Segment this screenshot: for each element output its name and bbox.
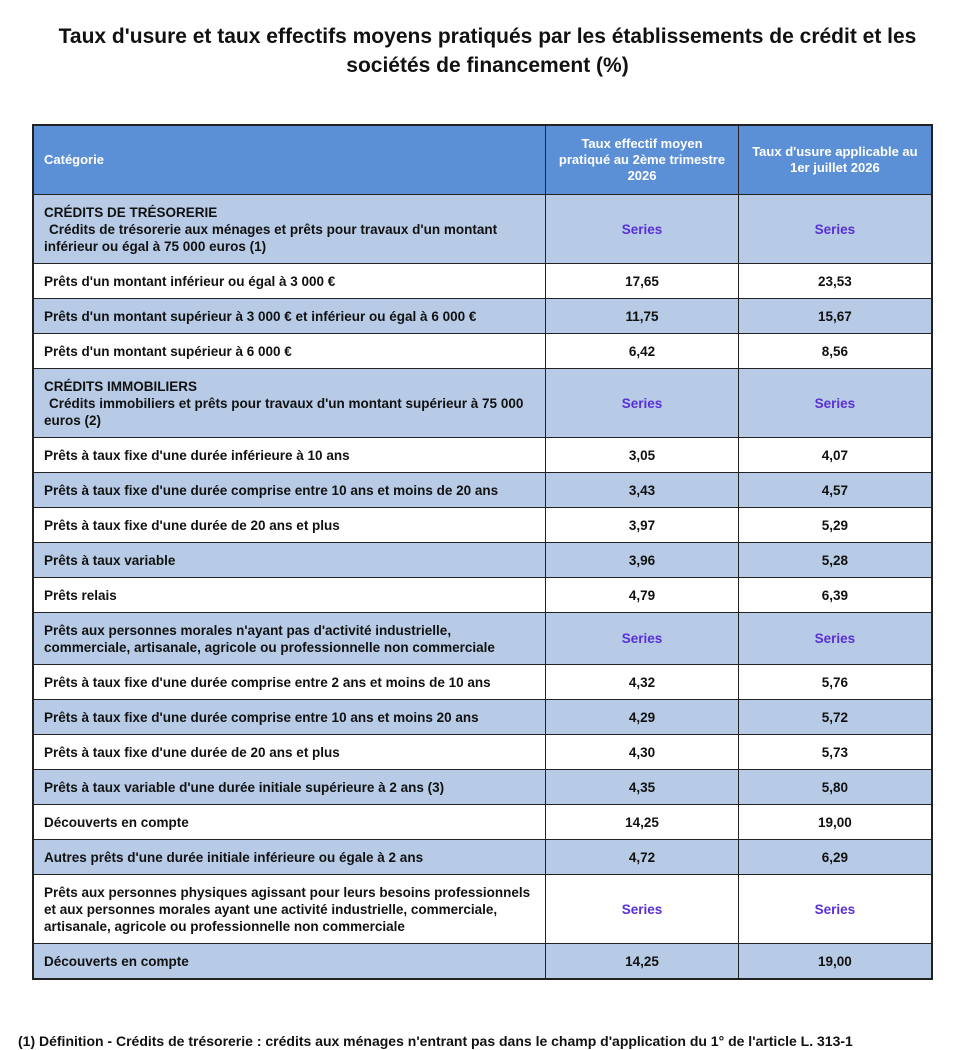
row-label: Prêts aux personnes morales n'ayant pas d'activité industrielle, commerciale, artisanale, agricole ou professionnelle non commerciale — [33, 613, 546, 665]
effective-rate-cell: 17,65 — [546, 264, 739, 299]
usury-rate-cell: 6,29 — [738, 840, 932, 875]
header-usury-rate: Taux d'usure applicable au 1er juillet 2026 — [738, 125, 932, 195]
row-label: Prêts d'un montant inférieur ou égal à 3 000 € — [33, 264, 546, 299]
usury-rate-cell: 5,29 — [738, 508, 932, 543]
usury-rate-cell: Series — [738, 613, 932, 665]
usury-rate-cell: 4,07 — [738, 438, 932, 473]
table-row — [33, 875, 932, 944]
table-row — [33, 334, 932, 369]
effective-rate-cell: Series — [546, 369, 739, 438]
table-row — [33, 264, 932, 299]
table-row — [33, 369, 932, 438]
row-label: Prêts à taux fixe d'une durée comprise entre 10 ans et moins 20 ans — [33, 700, 546, 735]
usury-rate-cell: 5,72 — [738, 700, 932, 735]
effective-rate-cell: Series — [546, 195, 739, 264]
row-label: Prêts à taux fixe d'une durée inférieure à 10 ans — [33, 438, 546, 473]
header-effective-rate: Taux effectif moyen pratiqué au 2ème trimestre 2026 — [546, 125, 739, 195]
table-row — [33, 438, 932, 473]
usury-rate-cell: 19,00 — [738, 944, 932, 980]
row-label: Découverts en compte — [33, 944, 546, 980]
row-label: Prêts à taux fixe d'une durée comprise entre 10 ans et moins de 20 ans — [33, 473, 546, 508]
effective-rate-cell: 11,75 — [546, 299, 739, 334]
usury-rate-cell: Series — [738, 875, 932, 944]
row-label: Autres prêts d'une durée initiale inférieure ou égale à 2 ans — [33, 840, 546, 875]
effective-rate-cell: 4,35 — [546, 770, 739, 805]
table-row — [33, 473, 932, 508]
section-title: CRÉDITS DE TRÉSORERIE — [44, 204, 218, 220]
table-row — [33, 840, 932, 875]
row-label: Prêts à taux fixe d'une durée de 20 ans et plus — [33, 508, 546, 543]
row-label: Prêts relais — [33, 578, 546, 613]
table-row — [33, 299, 932, 334]
usury-rate-cell: 4,57 — [738, 473, 932, 508]
row-label: Prêts à taux fixe d'une durée de 20 ans et plus — [33, 735, 546, 770]
table-row — [33, 665, 932, 700]
row-label — [33, 195, 546, 264]
table-row — [33, 735, 932, 770]
effective-rate-cell: 14,25 — [546, 944, 739, 980]
usury-rate-cell: 8,56 — [738, 334, 932, 369]
row-label: Prêts à taux fixe d'une durée comprise entre 2 ans et moins de 10 ans — [33, 665, 546, 700]
effective-rate-cell: 3,96 — [546, 543, 739, 578]
effective-rate-cell: 3,05 — [546, 438, 739, 473]
usury-rate-cell: Series — [738, 369, 932, 438]
table-row — [33, 613, 932, 665]
row-label: Prêts à taux variable — [33, 543, 546, 578]
effective-rate-cell: Series — [546, 613, 739, 665]
row-label: Découverts en compte — [33, 805, 546, 840]
table-row — [33, 543, 932, 578]
usury-rate-cell: 23,53 — [738, 264, 932, 299]
effective-rate-cell: 4,29 — [546, 700, 739, 735]
effective-rate-cell: 4,30 — [546, 735, 739, 770]
row-label: Prêts d'un montant supérieur à 6 000 € — [33, 334, 546, 369]
section-title: CRÉDITS IMMOBILIERS — [44, 378, 198, 394]
footnote: (1) Définition - Crédits de trésorerie : crédits aux ménages n'entrant pas dans le champ d'application du 1° de l'article L. 313-1 — [18, 1033, 853, 1049]
usury-rate-cell: 5,28 — [738, 543, 932, 578]
section-description: Crédits immobiliers et prêts pour travaux d'un montant supérieur à 75 000 euros (2) — [44, 395, 524, 428]
table-row — [33, 578, 932, 613]
usury-rate-cell: 6,39 — [738, 578, 932, 613]
table-row — [33, 770, 932, 805]
effective-rate-cell: Series — [546, 875, 739, 944]
usury-rate-cell: 5,73 — [738, 735, 932, 770]
usury-rates-table — [32, 124, 933, 980]
effective-rate-cell: 6,42 — [546, 334, 739, 369]
effective-rate-cell: 4,72 — [546, 840, 739, 875]
table-row — [33, 195, 932, 264]
section-description: Crédits de trésorerie aux ménages et prêts pour travaux d'un montant inférieur ou égal à 75 000 euros (1) — [44, 221, 498, 254]
usury-rate-cell: 15,67 — [738, 299, 932, 334]
effective-rate-cell: 4,79 — [546, 578, 739, 613]
table-row — [33, 805, 932, 840]
effective-rate-cell: 14,25 — [546, 805, 739, 840]
usury-rate-cell: Series — [738, 195, 932, 264]
row-label: Prêts aux personnes physiques agissant pour leurs besoins professionnels et aux personnes morales ayant une activité industrielle, commerciale, artisanale, agricole ou professionnelle non commerciale — [33, 875, 546, 944]
row-label — [33, 369, 546, 438]
table-row — [33, 508, 932, 543]
usury-rate-cell: 5,80 — [738, 770, 932, 805]
effective-rate-cell: 3,97 — [546, 508, 739, 543]
table-row — [33, 700, 932, 735]
effective-rate-cell: 3,43 — [546, 473, 739, 508]
row-label: Prêts à taux variable d'une durée initiale supérieure à 2 ans (3) — [33, 770, 546, 805]
effective-rate-cell: 4,32 — [546, 665, 739, 700]
header-category: Catégorie — [33, 125, 546, 195]
page-title: Taux d'usure et taux effectifs moyens pratiqués par les établissements de crédit et les sociétés de financement (%) — [58, 25, 917, 77]
usury-rate-cell: 19,00 — [738, 805, 932, 840]
row-label: Prêts d'un montant supérieur à 3 000 € et inférieur ou égal à 6 000 € — [33, 299, 546, 334]
table-row — [33, 944, 932, 980]
table-header-row — [33, 125, 932, 195]
usury-rate-cell: 5,76 — [738, 665, 932, 700]
